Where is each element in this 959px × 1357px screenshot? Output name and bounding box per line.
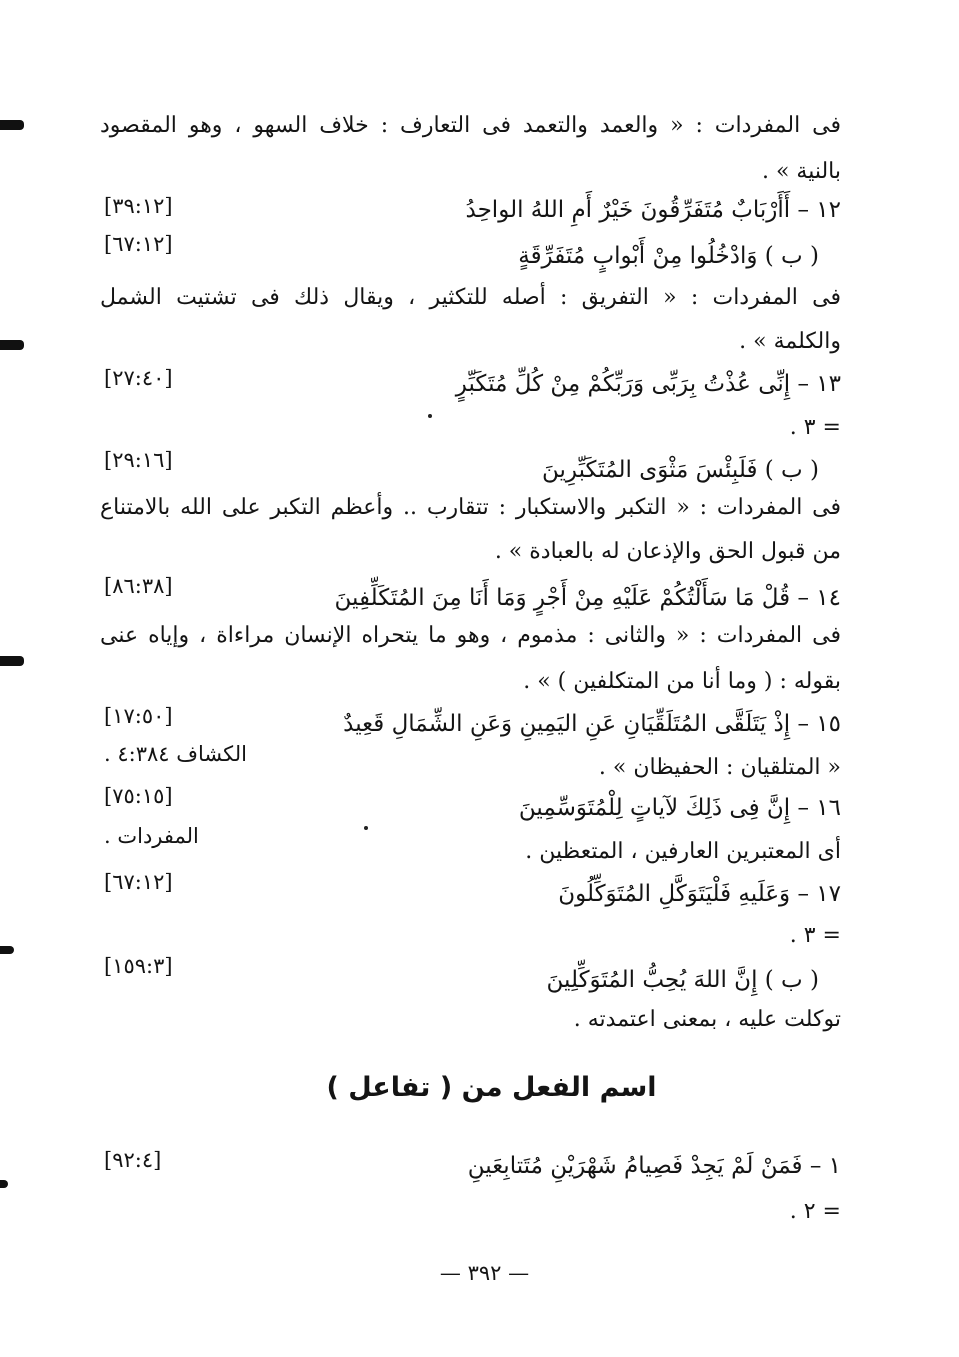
text-line: فى المفردات : « التفريق : أصله للتكثير ، ويقال ذلك فى تشتيت الشمل (100, 285, 841, 310)
verse-reference: [٨٦:٣٨] (104, 574, 173, 598)
source-note: المفردات . (104, 824, 199, 848)
verse-line: ( ب ) فَلَبِئْسَ مَثْوَى المُتَكَبِّرِينَ (542, 457, 819, 483)
text-line: فى المفردات : « والثانى : مذموم ، وهو ما يتحراه الإنسان مراءاة ، وإياه عنى (100, 623, 841, 648)
verse-reference: [٢٧:٤٠] (104, 366, 173, 390)
verse-line: ( ب ) وَادْخُلُوا مِنْ أَبْوابٍ مُتَفَرِّقَةٍ (518, 243, 819, 269)
verse-reference: [٣٩:١٢] (104, 194, 173, 218)
verse-line: ١٣ – إِنِّى عُذْتُ بِرَبِّى وَرَبِّكُمْ مِنْ كُلِّ مُتَكَبِّرٍ (455, 371, 841, 397)
verse-line: ١ – فَمَنْ لَمْ يَجِدْ فَصِيامُ شَهْرَيْنِ مُتَتابِعَينِ (467, 1153, 841, 1179)
text-line: « المتلقيان : الحفيظان » . (598, 755, 841, 780)
source-note: الكشاف ٤:٣٨٤ . (104, 742, 247, 766)
text-line: والكلمة » . (739, 329, 841, 354)
text-line: = ٢ . (789, 1199, 841, 1224)
text-line: = ٣ . (789, 415, 841, 440)
verse-reference: [١٧:٥٠] (104, 704, 173, 728)
text-line: من قبول الحق والإذعان له بالعبادة » . (494, 539, 841, 564)
scan-edge-mark (0, 340, 24, 350)
text-line: بقوله : ( وما أنا من المتكلفين ) » . (523, 669, 841, 694)
verse-line: ١٤ – قُلْ مَا سَأَلْتُكُمْ عَلَيْهِ مِنْ أَجْرٍ وَمَا أَنَا مِنَ المُتَكَلِّفِينَ (334, 585, 841, 611)
text-line: أى المعتبرين العارفين ، المتعظين . (525, 839, 841, 864)
scan-edge-mark (0, 1180, 8, 1188)
verse-reference: [١٥٩:٣] (104, 954, 173, 978)
verse-line: ١٢ – أَأَرْبَابٌ مُتَفَرِّقُونَ خَيْرٌ أَمِ اللهُ الواحِدُ (465, 197, 841, 223)
verse-reference: [٧٥:١٥] (104, 784, 173, 808)
text-line: فى المفردات : « التكبر والاستكبار : تتقارب .. وأعظم التكبر على الله بالامتناع (100, 495, 841, 520)
verse-reference: [٦٧:١٢] (104, 870, 173, 894)
verse-line: ١٦ – إِنَّ فِى ذَلِكَ لآياتٍ لِلْمُتَوَسِّمِينَ (518, 795, 841, 821)
text-line: توكلت عليه ، بمعنى اعتمدته . (573, 1007, 841, 1032)
text-line: فى المفردات : « والعمد والتعمد فى التعارف : خلاف السهو ، وهو المقصود (100, 113, 841, 138)
scan-edge-mark (0, 120, 24, 130)
scan-edge-mark (0, 656, 24, 666)
verse-line: ١٧ – وَعَلَيهِ فَلْيَتَوَكَّلِ المُتَوَكِّلُونَ (558, 881, 841, 907)
scan-edge-mark (0, 946, 14, 954)
text-line: = ٣ . (789, 923, 841, 948)
text-line: بالنية » . (761, 159, 841, 184)
verse-line: ١٥ – إِذْ يَتَلَقَّى المُتَلَقِّيَانِ عَنِ اليَمِينِ وَعَنِ الشِّمَالِ قَعِيدٌ (343, 711, 841, 737)
verse-reference: [٦٧:١٢] (104, 232, 173, 256)
section-heading: اسم الفعل من ( تفاعل ) (326, 1072, 657, 1103)
page-number: — ٣٩٢ — (439, 1261, 530, 1285)
verse-reference: [٩٢:٤] (104, 1148, 162, 1172)
verse-line: ( ب ) إِنَّ اللهَ يُحِبُّ المُتَوَكِّلِينَ (546, 967, 819, 993)
verse-reference: [٢٩:١٦] (104, 448, 173, 472)
